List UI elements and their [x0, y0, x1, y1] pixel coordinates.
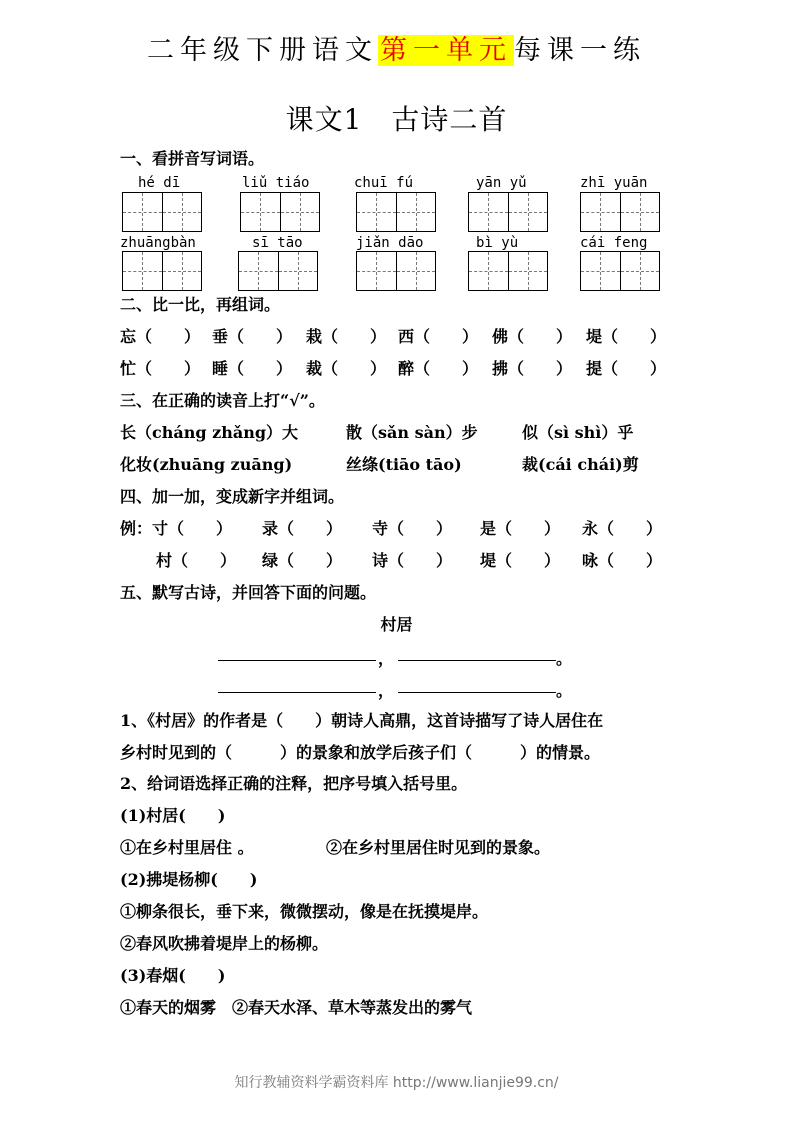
section-1-heading: 一、看拼音写词语。	[120, 149, 265, 168]
compare-item: 忘（ ）	[120, 327, 201, 346]
poem-comma: ，	[378, 681, 395, 700]
sub-question-2: (2)拂堤杨柳( )	[120, 870, 258, 889]
writing-grid[interactable]	[122, 251, 202, 291]
pinyin-label: cái feng	[580, 235, 648, 251]
poem-comma: ，	[378, 649, 395, 668]
pinyin-label: sī tāo	[252, 235, 303, 251]
header-suffix: 每课一练	[514, 35, 646, 66]
addup-item: 录（ ）	[262, 519, 343, 538]
option-b: ②在乡村里居住时见到的景象。	[326, 838, 551, 857]
pronounce-item: 裁(cái chái)剪	[522, 455, 639, 474]
question-1-line-1: 1、《村居》的作者是（ ）朝诗人高鼎，这首诗描写了诗人居住在	[120, 711, 604, 730]
addup-item: 永（ ）	[582, 519, 663, 538]
lesson-title: 课文1 古诗二首	[285, 103, 508, 136]
compare-item: 忙（ ）	[120, 359, 201, 378]
option-a: ①柳条很长，垂下来，微微摆动，像是在抚摸堤岸。	[120, 902, 489, 921]
writing-grid[interactable]	[238, 251, 318, 291]
poem-title: 村居	[380, 615, 413, 634]
footer-watermark: 知行教辅资料学霸资料库 http://www.lianjie99.cn/	[234, 1075, 559, 1091]
header-prefix: 二年级下册语文	[147, 35, 378, 66]
writing-grid[interactable]	[468, 192, 548, 232]
compare-item: 垂（ ）	[212, 327, 293, 346]
compare-item: 裁（ ）	[306, 359, 387, 378]
question-2: 2、给词语选择正确的注释，把序号填入括号里。	[120, 774, 468, 793]
worksheet-header	[0, 28, 793, 67]
pinyin-label: chuī fú	[354, 175, 414, 191]
pinyin-label: bì yù	[476, 235, 519, 251]
compare-item: 西（ ）	[398, 327, 479, 346]
writing-grid[interactable]	[122, 192, 202, 232]
sub-question-3: (3)春烟( )	[120, 966, 226, 985]
poem-blank-line[interactable]	[218, 660, 376, 661]
addup-item: 绿（ ）	[262, 551, 343, 570]
pinyin-label: zhuāngbàn	[120, 235, 196, 251]
pronounce-item: 散（sǎn sàn）步	[346, 423, 478, 442]
sub-question-1: (1)村居( )	[120, 806, 226, 825]
pronounce-item: 长（cháng zhǎng）大	[120, 423, 299, 442]
compare-item: 堤（ ）	[586, 327, 667, 346]
poem-blank-line[interactable]	[398, 660, 556, 661]
compare-item: 睡（ ）	[212, 359, 293, 378]
option-b: ②春风吹拂着堤岸上的杨柳。	[120, 934, 329, 953]
pinyin-label: jiǎn dāo	[356, 235, 424, 251]
addup-item: 诗（ ）	[372, 551, 453, 570]
compare-item: 拂（ ）	[492, 359, 573, 378]
poem-blank-line[interactable]	[218, 692, 376, 693]
writing-grid[interactable]	[356, 192, 436, 232]
addup-item: 是（ ）	[480, 519, 561, 538]
pinyin-label: liǔ tiáo	[242, 175, 310, 191]
addup-item: 咏（ ）	[582, 551, 663, 570]
pinyin-label: yān yǔ	[476, 175, 527, 191]
addup-item: 例：寸（ ）	[120, 519, 233, 538]
compare-item: 提（ ）	[586, 359, 667, 378]
section-4-heading: 四、加一加，变成新字并组词。	[120, 487, 345, 506]
question-1-line-2: 乡村时见到的（ ）的景象和放学后孩子们（ ）的情景。	[120, 743, 601, 762]
addup-item: 堤（ ）	[480, 551, 561, 570]
pronounce-item: 似（sì shì）乎	[522, 423, 634, 442]
writing-grid[interactable]	[580, 192, 660, 232]
section-3-heading: 三、在正确的读音上打“√”。	[120, 391, 325, 410]
pronounce-item: 化妆(zhuāng zuāng)	[120, 455, 293, 474]
pinyin-label: zhī yuān	[580, 175, 648, 191]
writing-grid[interactable]	[468, 251, 548, 291]
poem-period: 。	[556, 681, 573, 700]
addup-item: 村（ ）	[156, 551, 237, 570]
writing-grid[interactable]	[356, 251, 436, 291]
section-2-heading: 二、比一比，再组词。	[120, 295, 281, 314]
poem-period: 。	[556, 649, 573, 668]
addup-item: 寺（ ）	[372, 519, 453, 538]
writing-grid[interactable]	[580, 251, 660, 291]
compare-item: 佛（ ）	[492, 327, 573, 346]
writing-grid[interactable]	[240, 192, 320, 232]
pronounce-item: 丝绦(tiāo tāo)	[346, 455, 462, 474]
compare-item: 醉（ ）	[398, 359, 479, 378]
pinyin-label: hé dī	[138, 175, 181, 191]
poem-blank-line[interactable]	[398, 692, 556, 693]
compare-item: 栽（ ）	[306, 327, 387, 346]
section-5-heading: 五、默写古诗，并回答下面的问题。	[120, 583, 377, 602]
header-highlight: 第一单元	[380, 35, 512, 66]
option-a: ①在乡村里居住 。	[120, 838, 254, 857]
options: ①春天的烟雾 ②春天水泽、草木等蒸发出的雾气	[120, 998, 473, 1017]
